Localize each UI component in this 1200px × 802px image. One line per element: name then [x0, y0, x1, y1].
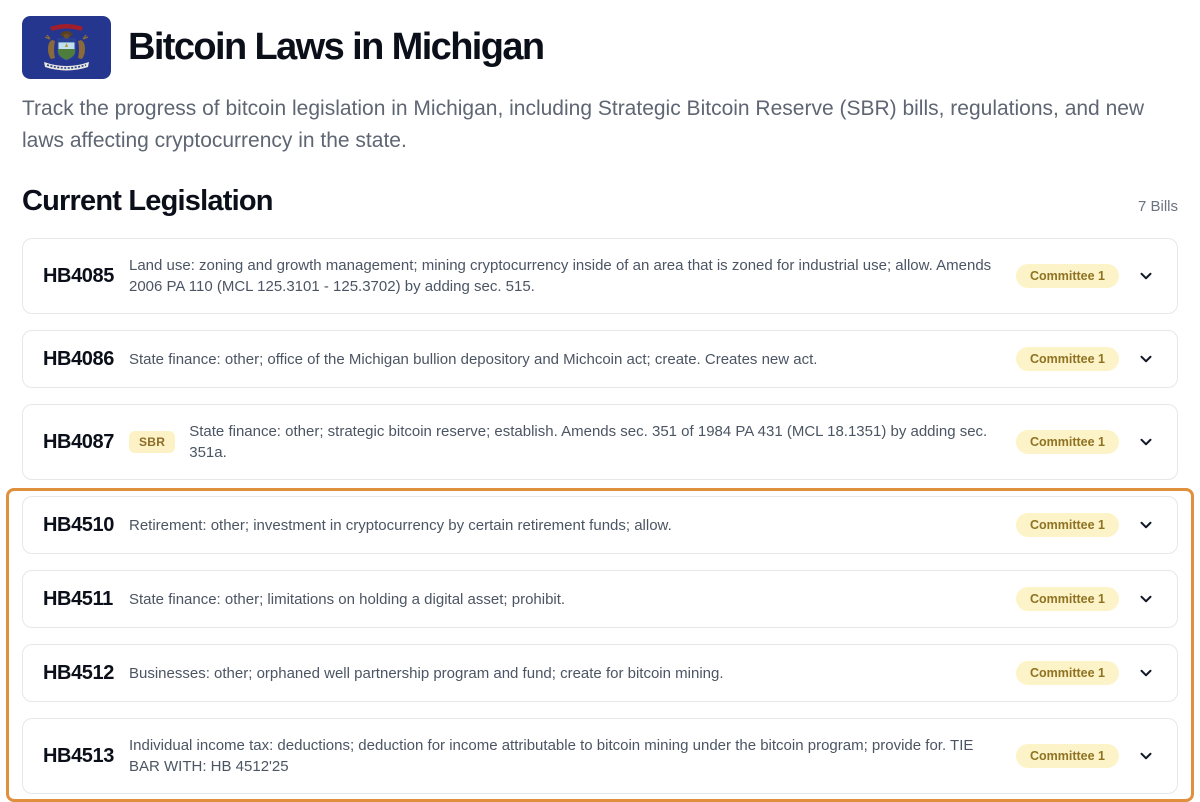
- bill-id: HB4087: [43, 430, 114, 453]
- bill-actions: [1016, 347, 1157, 371]
- bill-description: State finance: other; limitations on holding a digital asset; prohibit.: [129, 590, 566, 608]
- bill-card[interactable]: [22, 570, 1178, 628]
- bill-id: HB4513: [43, 744, 114, 767]
- status-badge: Committee 1: [1016, 661, 1119, 685]
- status-badge: Committee 1: [1016, 587, 1119, 611]
- bill-description: Businesses: other; orphaned well partnership program and fund; create for bitcoin mining.: [129, 664, 724, 682]
- chevron-down-icon[interactable]: [1135, 745, 1157, 767]
- status-badge: Committee 1: [1016, 744, 1119, 768]
- bill-id: HB4510: [43, 513, 114, 536]
- chevron-down-icon[interactable]: [1135, 431, 1157, 453]
- bill-card[interactable]: [22, 718, 1178, 794]
- bill-count: 7 Bills: [1137, 198, 1178, 215]
- bill-actions: [1016, 513, 1157, 537]
- section-title: Current Legislation: [22, 185, 273, 217]
- bill-actions: [1016, 587, 1157, 611]
- bill-id: HB4085: [43, 264, 114, 287]
- chevron-down-icon[interactable]: [1135, 265, 1157, 287]
- status-badge: Committee 1: [1016, 347, 1119, 371]
- chevron-down-icon[interactable]: [1135, 348, 1157, 370]
- annotation-highlight-box: [6, 488, 1194, 802]
- status-badge: Committee 1: [1016, 264, 1119, 288]
- bill-id: HB4511: [43, 587, 113, 610]
- bill-actions: [1016, 430, 1157, 454]
- chevron-down-icon[interactable]: [1135, 662, 1157, 684]
- bill-card[interactable]: [22, 644, 1178, 702]
- bill-id: HB4086: [43, 347, 114, 370]
- page-title: Bitcoin Laws in Michigan: [128, 26, 544, 68]
- chevron-down-icon[interactable]: [1135, 588, 1157, 610]
- bill-actions: [1016, 661, 1157, 685]
- page-header: [22, 16, 1178, 79]
- bill-card[interactable]: [22, 496, 1178, 554]
- bills-list: [22, 238, 1178, 802]
- sbr-badge: SBR: [129, 431, 175, 453]
- page-subtitle: Track the progress of bitcoin legislation in Michigan, including Strategic Bitcoin Reserve (SBR) bills, regulations, and new laws affecting cryptocurrency in the state.: [22, 97, 1145, 152]
- bill-description: State finance: other; strategic bitcoin reserve; establish. Amends sec. 351 of 1984 PA 431 (MCL 18.1351) by adding sec. 351a.: [189, 423, 988, 461]
- chevron-down-icon[interactable]: [1135, 514, 1157, 536]
- section-head: [22, 185, 1178, 218]
- status-badge: Committee 1: [1016, 513, 1119, 537]
- bill-description: Retirement: other; investment in cryptocurrency by certain retirement funds; allow.: [129, 516, 672, 534]
- bill-card[interactable]: [22, 330, 1178, 388]
- bill-actions: [1016, 744, 1157, 768]
- bill-description: Land use: zoning and growth management; mining cryptocurrency inside of an area that is zoned for industrial use; allow. Amends 2006 PA 110 (MCL 125.3101 - 125.3702) by adding sec. 515.: [129, 257, 992, 295]
- bill-actions: [1016, 264, 1157, 288]
- status-badge: Committee 1: [1016, 430, 1119, 454]
- bill-card[interactable]: [22, 238, 1178, 314]
- bill-description: Individual income tax: deductions; deduction for income attributable to bitcoin mining under the bitcoin program; provide for. TIE BAR WITH: HB 4512'25: [129, 737, 974, 775]
- bill-description: State finance: other; office of the Michigan bullion depository and Michcoin act; create. Creates new act.: [129, 350, 818, 368]
- bill-card[interactable]: [22, 404, 1178, 480]
- bill-id: HB4512: [43, 661, 114, 684]
- michigan-flag-logo: [22, 16, 111, 79]
